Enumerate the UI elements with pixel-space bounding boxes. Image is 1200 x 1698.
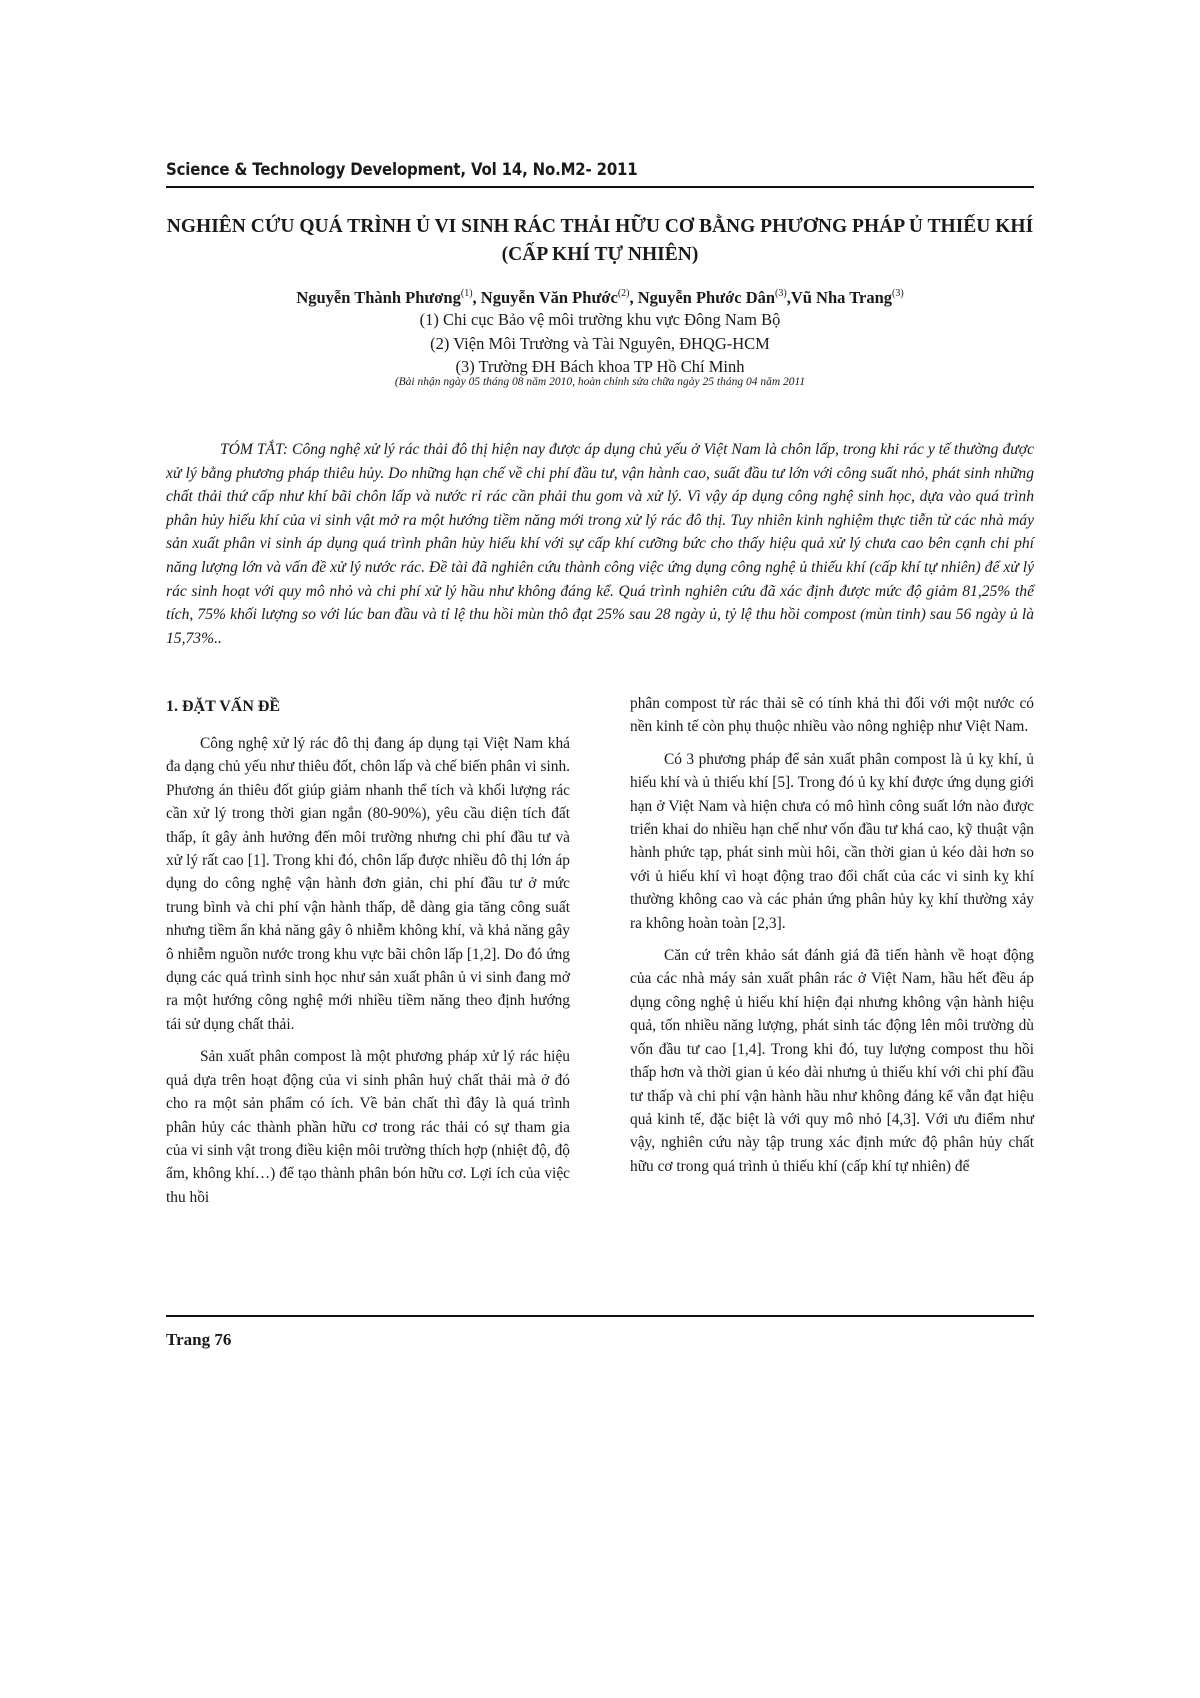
author-separator: , — [629, 288, 638, 307]
author-name: Nguyễn Phước Dân — [637, 288, 776, 307]
abstract-lead: TÓM TẮT: — [220, 441, 289, 458]
author-separator: , — [786, 288, 791, 307]
left-column — [166, 696, 570, 1218]
received-note: (Bài nhận ngày 05 tháng 08 năm 2010, hoàn chỉnh sửa chữa ngày 25 tháng 04 năm 2011 — [394, 376, 806, 388]
journal-header: Science & Technology Development, Vol 14, No.M2- 2011 — [166, 160, 638, 180]
page-number: Trang 76 — [166, 1330, 232, 1349]
author-list — [166, 288, 1034, 308]
body-paragraph: Sản xuất phân compost là một phương pháp xử lý rác hiệu quả dựa trên hoạt động của vi sinh phân huỷ chất thải mà ở đó cho ra một sản phẩm có ích. Về bản chất thì đây là quá trình phân hủy các thành phần hữu cơ trong rác thải có sự tham gia của vi sinh vật trong điều kiện môi trường thích hợp (nhiệt độ, độ ẩm, không khí…) để tạo thành phân bón hữu cơ. Lợi ích của việc thu hồi — [166, 1048, 570, 1206]
header-rule — [166, 186, 1034, 188]
affiliation-2: (2) Viện Môi Trường và Tài Nguyên, ĐHQG-HCM — [430, 334, 770, 353]
body-paragraph: Căn cứ trên khảo sát đánh giá đã tiến hành về hoạt động của các nhà máy sản xuất phân rác ở Việt Nam, hầu hết đều áp dụng công nghệ ủ hiếu khí hiện đại nhưng không vận hành hiệu quả, tốn nhiều năng lượng, phát sinh tác động lên môi trường dù vốn đầu tư cao [1,4]. Trong khi đó, tuy lượng compost thu hồi thấp hơn và thời gian ủ kéo dài nhưng ủ thiếu khí với chi phí đầu tư thấp và chi phí vận hành hầu như không đáng kể vẫn đạt hiệu quả kinh tế, đặc biệt là với quy mô nhỏ [4,3]. Với ưu điểm như vậy, nghiên cứu này tập trung xác định mức độ phân hủy chất hữu cơ trong quá trình ủ thiếu khí (cấp khí tự nhiên) để — [630, 947, 1034, 1175]
affiliation-3: (3) Trường ĐH Bách khoa TP Hồ Chí Minh — [455, 357, 745, 376]
body-paragraph: Có 3 phương pháp để sản xuất phân compost là ủ kỵ khí, ủ hiếu khí và ủ thiếu khí [5]. Trong đó ủ kỵ khí được ứng dụng giới hạn ở Việt Nam và hiện chưa có mô hình công suất lớn nào được triển khai do nhiều hạn chế như vốn đầu tư khá cao, kỹ thuật vận hành phức tạp, phát sinh mùi hôi, cần thời gian ủ kéo dài hơn so với ủ hiếu khí vì hoạt động trao đổi chất của các vi sinh kỵ khí thường không cao và các phản ứng phân hủy kỵ khí thường xảy ra không hoàn toàn [2,3]. — [630, 750, 1034, 932]
author-name: Nguyễn Thành Phương — [296, 288, 461, 307]
author-separator: , — [472, 288, 481, 307]
author-name: Vũ Nha Trang — [790, 288, 893, 307]
author-affiliation-mark: (3) — [775, 288, 787, 299]
right-column — [630, 692, 1034, 1187]
footer-rule — [166, 1315, 1034, 1317]
abstract — [166, 438, 1034, 650]
author-name: Nguyễn Văn Phước — [480, 288, 618, 307]
author-affiliation-mark: (1) — [460, 288, 473, 299]
abstract-body: Công nghệ xử lý rác thải đô thị hiện nay được áp dụng chủ yếu ở Việt Nam là chôn lấp, trong khi rác y tế thường được xử lý bằng phương pháp thiêu hủy. Do những hạn chế về chi phí đầu tư, vận hành cao, suất đầu tư lớn với công suất nhỏ, phát sinh những chất thải thứ cấp như khí bãi chôn lấp và nước rỉ rác cần phải thu gom và xử lý. Vì vậy áp dụng công nghệ sinh học, dựa vào quá trình phân hủy hiếu khí của vi sinh vật mở ra một hướng tiềm năng mới trong xử lý rác đô thị. Tuy nhiên kinh nghiệm thực tiễn từ các nhà máy sản xuất phân vi sinh áp dụng quá trình phân hủy hiếu khí với sự cấp khí cưỡng bức cho thấy hiệu quả xử lý chưa cao bên cạnh chi phí năng lượng lớn và vấn đề xử lý nước rác. Đề tài đã nghiên cứu thành công việc ứng dụng công nghệ ủ thiếu khí (cấp khí tự nhiên) để xử lý rác sinh hoạt với quy mô nhỏ và chi phí xử lý hầu như không đáng kể. Quá trình nghiên cứu đã xác định được mức độ giảm 81,25% thể tích, 75% khối lượng so với lúc ban đầu và tỉ lệ thu hồi mùn thô đạt 25% sau 28 ngày ủ, tỷ lệ thu hồi compost (mùn tinh) sau 56 ngày ủ là 15,73%.. — [166, 441, 1034, 647]
section-heading: 1. ĐẶT VẤN ĐỀ — [166, 698, 281, 715]
body-paragraph: phân compost từ rác thải sẽ có tính khả thi đối với một nước có nền kinh tế còn phụ thuộc nhiều vào nông nghiệp như Việt Nam. — [630, 695, 1034, 736]
affiliation-1: (1) Chi cục Bảo vệ môi trường khu vực Đông Nam Bộ — [419, 310, 781, 329]
article-title: NGHIÊN CỨU QUÁ TRÌNH Ủ VI SINH RÁC THẢI HỮU CƠ BẰNG PHƯƠNG PHÁP Ủ THIẾU KHÍ (CẤP KHÍ TỰ NHIÊN) — [166, 216, 1034, 265]
author-affiliation-mark: (2) — [617, 288, 630, 299]
body-paragraph: Công nghệ xử lý rác đô thị đang áp dụng tại Việt Nam khá đa dạng chủ yếu như thiêu đốt, chôn lấp và chế biến phân vi sinh. Phương án thiêu đốt giúp giảm nhanh thể tích và khối lượng rác cần xử lý trong thời gian ngắn (80-90%), yêu cầu diện tích đất thấp, ít gây ảnh hưởng đến môi trường nhưng chi phí đầu tư và xử lý rất cao [1]. Trong khi đó, chôn lấp được nhiều đô thị lớn áp dụng do công nghệ vận hành đơn giản, chi phí đầu tư ở mức trung bình và chi phí vận hành thấp, dễ dàng gia tăng công suất nhưng tiềm ẩn khả năng gây ô nhiễm không khí, và khả năng gây ô nhiễm nguồn nước trong khu vực bãi chôn lấp [1,2]. Do đó ứng dụng các quá trình sinh học như sản xuất phân ủ vi sinh đang mở ra một hướng công nghệ mới nhiều tiềm năng theo định hướng tái sử dụng chất thải. — [166, 735, 570, 1033]
author-affiliation-mark: (3) — [892, 288, 904, 299]
